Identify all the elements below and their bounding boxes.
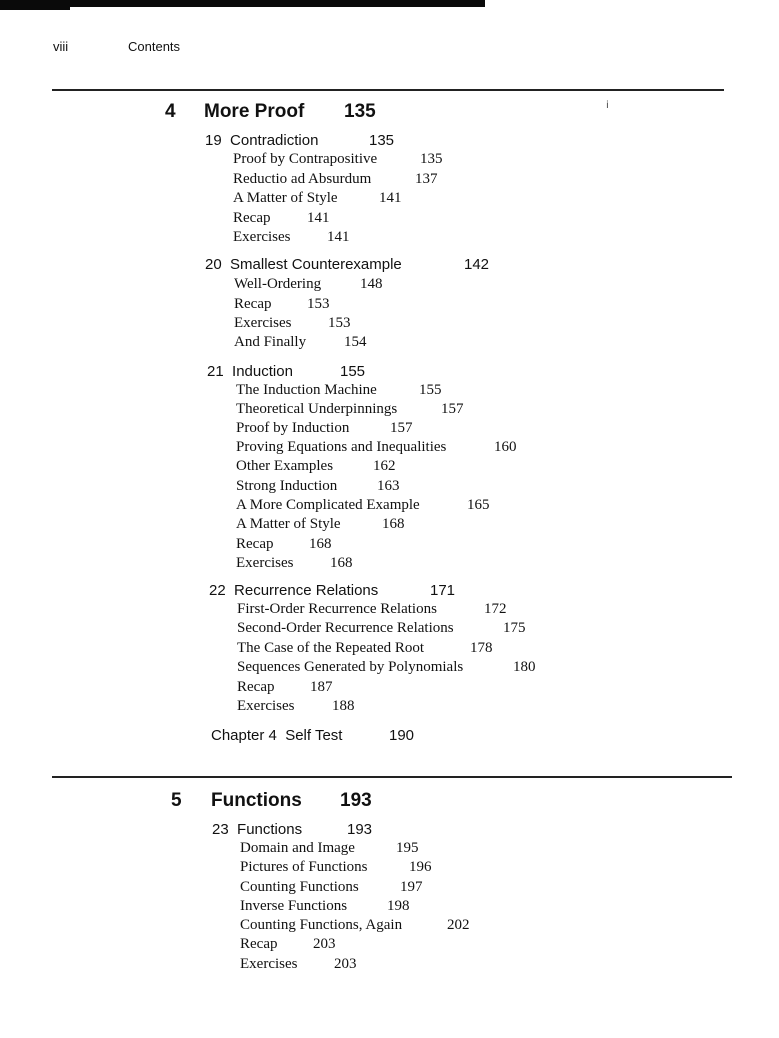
running-title: Contents <box>128 39 181 54</box>
scan-edge-shadow <box>0 0 485 7</box>
section-number: 22 <box>209 582 226 599</box>
toc-item-page: 188 <box>332 698 355 714</box>
toc-item <box>240 956 357 973</box>
toc-item <box>240 898 410 915</box>
toc-item <box>236 478 400 495</box>
toc-item-title: Recap <box>240 936 278 952</box>
toc-item-page: 187 <box>310 679 333 695</box>
toc-item-page: 155 <box>419 382 442 398</box>
toc-item-page: 137 <box>415 171 438 187</box>
toc-item-page: 196 <box>409 859 432 875</box>
chapter-page: 135 <box>344 101 376 122</box>
toc-item <box>233 151 443 168</box>
section-page: 155 <box>340 363 366 380</box>
toc-item-page: 153 <box>328 315 351 331</box>
toc-item-title: Pictures of Functions <box>240 859 368 875</box>
chapter-page: 193 <box>340 790 372 811</box>
toc-item-page: 168 <box>382 516 405 532</box>
toc-item-title: Reductio ad Absurdum <box>233 171 372 187</box>
toc-item-page: 141 <box>379 190 402 206</box>
section-page: 135 <box>369 132 395 149</box>
toc-item-title: And Finally <box>234 334 307 350</box>
toc-item-page: 162 <box>373 458 396 474</box>
toc-item-title: A Matter of Style <box>233 190 338 206</box>
toc-item-page: 180 <box>513 659 536 675</box>
toc-item <box>236 439 517 456</box>
toc-item-title: The Case of the Repeated Root <box>237 640 425 656</box>
section-heading <box>205 256 490 273</box>
toc-item-title: Exercises <box>240 956 298 972</box>
toc-item <box>236 401 464 418</box>
toc-item <box>234 315 351 332</box>
toc-item-page: 198 <box>387 898 410 914</box>
section-title: Contradiction <box>230 132 319 149</box>
toc-item-title: Strong Induction <box>236 478 338 494</box>
toc-item <box>233 190 402 207</box>
section-heading <box>209 582 456 599</box>
toc-item <box>234 296 330 313</box>
toc-item-title: Proof by Induction <box>236 420 350 436</box>
toc-item <box>234 334 367 351</box>
toc-item-title: Recap <box>233 210 271 226</box>
toc-item-title: Domain and Image <box>240 840 355 856</box>
toc-item-page: 165 <box>467 497 490 513</box>
section-title: Functions <box>237 821 303 838</box>
toc-item-title: Inverse Functions <box>240 898 348 914</box>
toc-item <box>236 497 490 514</box>
toc-item <box>237 698 355 715</box>
toc-item-title: Exercises <box>233 229 291 245</box>
toc-item-title: Recap <box>236 536 274 552</box>
chapter-number: 4 <box>165 101 176 122</box>
toc-item <box>240 859 432 876</box>
section-page: 171 <box>430 582 456 599</box>
toc-item-page: 148 <box>360 276 383 292</box>
toc-item-title: A Matter of Style <box>236 516 341 532</box>
toc-item <box>233 171 438 188</box>
toc-item <box>236 555 353 572</box>
toc-item-title: Other Examples <box>236 458 334 474</box>
scan-edge-shadow <box>0 7 70 10</box>
section-page: 193 <box>347 821 373 838</box>
toc-item-title: Sequences Generated by Polynomials <box>237 659 464 675</box>
chapter-rule <box>52 89 724 91</box>
toc-item-page: 178 <box>470 640 493 656</box>
toc-item-page: 135 <box>420 151 443 167</box>
toc-item-page: 168 <box>309 536 332 552</box>
toc-item <box>237 679 333 696</box>
toc-item-page: 153 <box>307 296 330 312</box>
toc-item-title: Exercises <box>234 315 292 331</box>
self-test <box>211 727 415 744</box>
toc-item-title: Recap <box>237 679 275 695</box>
toc-item-page: 141 <box>327 229 350 245</box>
toc-item <box>236 420 413 437</box>
toc-item <box>236 458 396 475</box>
toc-item <box>240 917 470 934</box>
chapter-title: Functions <box>211 790 302 811</box>
toc-item-title: Exercises <box>237 698 295 714</box>
toc-item-title: Theoretical Underpinnings <box>236 401 398 417</box>
toc-item-title: Proving Equations and Inequalities <box>236 439 447 455</box>
toc-item <box>237 601 507 618</box>
toc-item-page: 157 <box>441 401 464 417</box>
section-title: Induction <box>232 363 293 380</box>
toc-item <box>233 229 350 246</box>
toc-item-title: First-Order Recurrence Relations <box>237 601 437 617</box>
toc-item-page: 163 <box>377 478 400 494</box>
toc-item-page: 175 <box>503 620 526 636</box>
toc-item <box>236 516 405 533</box>
toc-item-page: 197 <box>400 879 423 895</box>
toc-item <box>237 659 536 676</box>
section-page: 142 <box>464 256 490 273</box>
self-test-page: 190 <box>389 727 415 744</box>
toc-item-page: 141 <box>307 210 330 226</box>
toc-item-page: 202 <box>447 917 470 933</box>
toc-item-title: Proof by Contrapositive <box>233 151 378 167</box>
chapter-number: 5 <box>171 790 182 811</box>
chapter-title: More Proof <box>204 101 305 122</box>
toc-item-page: 195 <box>396 840 419 856</box>
toc-item-title: Counting Functions, Again <box>240 917 403 933</box>
toc-item-page: 168 <box>330 555 353 571</box>
section-number: 23 <box>212 821 229 838</box>
toc-item-title: Exercises <box>236 555 294 571</box>
toc-item <box>240 840 419 857</box>
toc-item-title: The Induction Machine <box>236 382 377 398</box>
chapter-rule <box>52 776 732 778</box>
section-heading <box>212 821 373 838</box>
toc-item <box>237 640 493 657</box>
toc-item <box>236 382 442 399</box>
scan-mark: ⅰ <box>606 100 609 111</box>
toc-item-title: Well-Ordering <box>234 276 322 292</box>
toc-item-title: Recap <box>234 296 272 312</box>
toc-item <box>236 536 332 553</box>
toc-item-page: 203 <box>334 956 357 972</box>
toc-item-title: Second-Order Recurrence Relations <box>237 620 454 636</box>
page-number: viii <box>53 39 69 54</box>
toc-item <box>240 879 423 896</box>
self-test-label: Chapter 4 Self Test <box>211 727 343 744</box>
section-heading <box>205 132 395 149</box>
toc-item-title: Counting Functions <box>240 879 359 895</box>
toc-item <box>234 276 383 293</box>
section-number: 21 <box>207 363 224 380</box>
section-heading <box>207 363 366 380</box>
section-number: 19 <box>205 132 222 149</box>
toc-item-page: 160 <box>494 439 517 455</box>
toc-item-page: 157 <box>390 420 413 436</box>
section-title: Smallest Counterexample <box>230 256 402 273</box>
toc-item-page: 172 <box>484 601 507 617</box>
toc-item-page: 154 <box>344 334 367 350</box>
toc-item <box>237 620 526 637</box>
toc-item <box>233 210 330 227</box>
section-title: Recurrence Relations <box>234 582 379 599</box>
section-number: 20 <box>205 256 222 273</box>
toc-item-title: A More Complicated Example <box>236 497 420 513</box>
toc-item-page: 203 <box>313 936 336 952</box>
toc-item <box>240 936 336 953</box>
